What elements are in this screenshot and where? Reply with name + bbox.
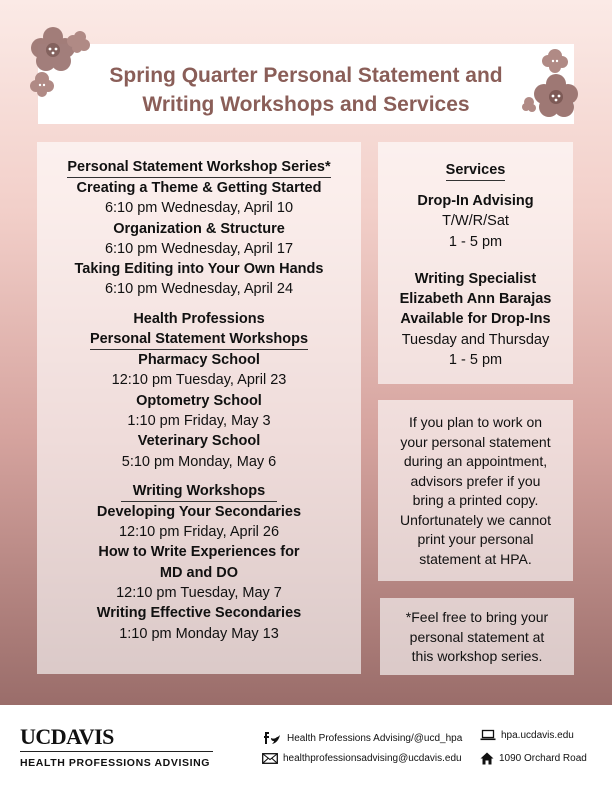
series-item-name: Creating a Theme & Getting Started xyxy=(76,180,322,196)
hp-item-time: 1:10 pm Friday, May 3 xyxy=(127,412,271,429)
facebook-twitter-icon xyxy=(262,729,282,747)
note-line: Unfortunately we cannot xyxy=(400,511,551,528)
hp-item-name: Pharmacy School xyxy=(138,352,260,369)
dropin-hours: 1 - 5 pm xyxy=(448,233,503,250)
series-item-time: 6:10 pm Wednesday, April 10 xyxy=(104,200,294,217)
footnote-box xyxy=(380,598,574,675)
ww-item-name: Writing Effective Secondaries xyxy=(96,605,302,622)
specialist-line: Available for Drop-Ins xyxy=(400,311,551,328)
envelope-icon xyxy=(262,753,278,764)
footnote-line: this workshop series. xyxy=(411,648,543,664)
specialist-line: Elizabeth Ann Barajas xyxy=(399,291,552,308)
address-text: 1090 Orchard Road xyxy=(499,753,587,764)
series-item-time: 6:10 pm Wednesday, April 24 xyxy=(104,281,294,298)
website-contact xyxy=(480,729,574,741)
flower-icon xyxy=(28,24,90,98)
title-banner xyxy=(38,44,574,124)
note-line: statement at HPA. xyxy=(419,550,532,567)
hp-item-name: Veterinary School xyxy=(137,433,261,450)
logo-uc: UC xyxy=(20,724,51,749)
laptop-icon xyxy=(480,729,496,741)
note-line: If you plan to work on xyxy=(408,414,543,430)
social-contact xyxy=(262,729,462,747)
hp-item-time: 5:10 pm Monday, May 6 xyxy=(121,453,277,470)
hp-header: Health Professions xyxy=(133,310,265,327)
social-handle[interactable]: Health Professions Advising/@ucd_hpa xyxy=(287,732,463,744)
ww-item-name: How to Write Experiences for xyxy=(98,544,300,561)
note-line: your personal statement xyxy=(400,433,551,450)
services-panel xyxy=(378,142,573,384)
dropin-days: T/W/R/Sat xyxy=(442,213,509,230)
hp-subheader: Personal Statement Workshops xyxy=(90,329,308,350)
logo-davis: DAVIS xyxy=(50,724,114,749)
email-link[interactable]: healthprofessionsadvising@ucdavis.edu xyxy=(283,753,462,764)
footnote-line: *Feel free to bring your xyxy=(405,609,549,625)
note-line: bring a printed copy. xyxy=(412,492,539,508)
ww-item-time: 12:10 pm Friday, April 26 xyxy=(118,524,280,541)
title-line-1: Spring Quarter Personal Statement and xyxy=(109,64,503,87)
dropin-title: Drop-In Advising xyxy=(417,193,534,209)
email-contact xyxy=(262,753,462,764)
workshop-schedule-panel xyxy=(37,142,361,674)
note-line: advisors prefer if you xyxy=(410,472,541,489)
note-line: during an appointment, xyxy=(403,453,548,469)
website-link[interactable]: hpa.ucdavis.edu xyxy=(501,729,574,741)
address-contact xyxy=(480,752,587,765)
series-header: Personal Statement Workshop Series* xyxy=(67,157,330,178)
logo-subtitle: HEALTH PROFESSIONS ADVISING xyxy=(20,757,211,769)
note-line: print your personal xyxy=(417,531,534,547)
title-line-2: Writing Workshops and Services xyxy=(142,93,470,116)
ww-item-name: MD and DO xyxy=(159,564,239,581)
ww-header: Writing Workshops xyxy=(121,481,277,502)
ucdavis-logo xyxy=(20,725,213,769)
house-icon xyxy=(480,752,494,765)
ww-item-time: 1:10 pm Monday May 13 xyxy=(119,625,279,642)
footnote-line: personal statement at xyxy=(409,628,545,645)
services-header: Services xyxy=(446,160,506,181)
ww-item-time: 12:10 pm Tuesday, May 7 xyxy=(116,585,282,602)
hp-item-time: 12:10 pm Tuesday, April 23 xyxy=(111,372,287,389)
series-item-name: Taking Editing into Your Own Hands xyxy=(74,261,324,278)
flower-icon xyxy=(520,44,582,120)
specialist-line: Writing Specialist xyxy=(414,270,537,287)
series-item-name: Organization & Structure xyxy=(113,220,285,237)
hp-item-name: Optometry School xyxy=(136,392,262,409)
specialist-days: Tuesday and Thursday xyxy=(401,331,550,348)
printed-copy-note xyxy=(378,400,573,581)
ww-item-name: Developing Your Secondaries xyxy=(96,503,302,520)
specialist-hours: 1 - 5 pm xyxy=(448,352,503,369)
series-item-time: 6:10 pm Wednesday, April 17 xyxy=(104,240,294,257)
